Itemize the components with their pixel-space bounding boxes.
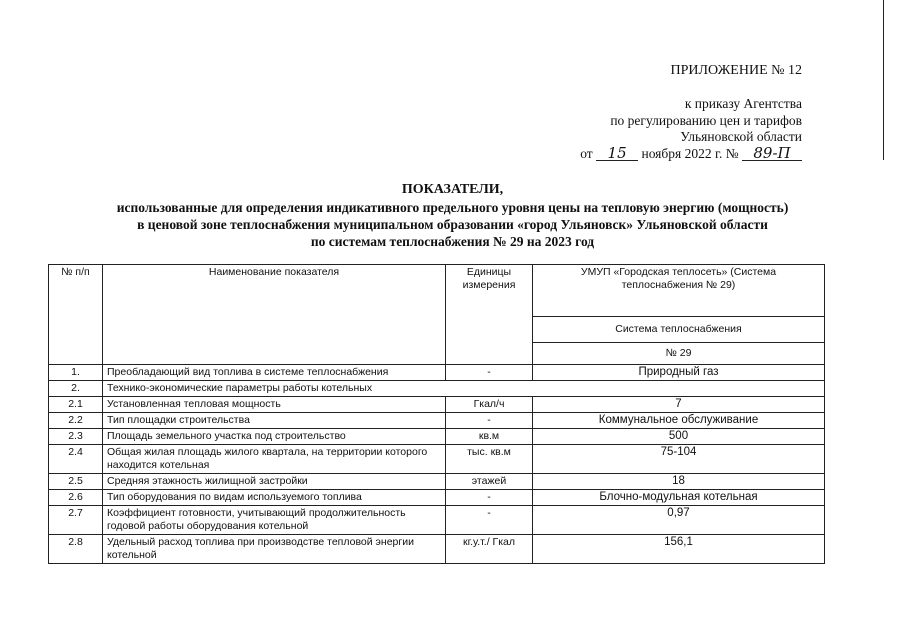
row-num: 2.3 [49,429,103,445]
row-name: Коэффициент готовности, учитывающий продолжительность годовой работы оборудования котельной [103,506,446,535]
row-unit: - [446,490,533,506]
row-num: 2.8 [49,535,103,564]
appendix-line-3: Ульяновской области [680,129,802,144]
row-unit: - [446,365,533,381]
header-num: № п/п [49,265,103,365]
handwritten-day: 15 [596,146,638,161]
row-num: 1. [49,365,103,381]
row-value: 18 [533,474,825,490]
table-row [49,535,825,564]
document-subtitle-1: использованные для определения индикативного предельного уровня цены на тепловую энергию (мощность) [116,200,789,215]
header-name: Наименование показателя [103,265,446,365]
row-unit: - [446,506,533,535]
indicators-table [48,264,825,564]
table-row [49,474,825,490]
table-row [49,506,825,535]
row-value: 7 [533,397,825,413]
row-num: 2.5 [49,474,103,490]
row-name: Тип оборудования по видам используемого топлива [103,490,446,506]
row-name: Удельный расход топлива при производстве тепловой энергии котельной [103,535,446,564]
document-title: ПОКАЗАТЕЛИ, [401,182,504,197]
table-header-row [49,265,825,317]
row-num: 2.6 [49,490,103,506]
row-num: 2. [49,381,103,397]
row-name: Тип площадки строительства [103,413,446,429]
table-row [49,381,825,397]
row-num: 2.7 [49,506,103,535]
page-edge-line [883,0,884,160]
appendix-line-1: к приказу Агентства [684,96,802,111]
header-unit: Единицы измерения [446,265,533,365]
row-name: Преобладающий вид топлива в системе теплоснабжения [103,365,446,381]
table-row [49,413,825,429]
header-system: Система теплоснабжения [533,317,825,343]
header-org: УМУП «Городская теплосеть» (Система теплоснабжения № 29) [533,265,825,317]
row-section-name: Технико-экономические параметры работы котельных [103,381,825,397]
table-row [49,397,825,413]
appendix-title: ПРИЛОЖЕНИЕ № 12 [670,63,802,78]
row-name: Общая жилая площадь жилого квартала, на территории которого находится котельная [103,445,446,474]
date-prefix: от [580,146,593,161]
row-name: Средняя этажность жилищной застройки [103,474,446,490]
row-num: 2.1 [49,397,103,413]
row-num: 2.2 [49,413,103,429]
table-row [49,365,825,381]
row-unit: - [446,413,533,429]
row-num: 2.4 [49,445,103,474]
table-row [49,445,825,474]
row-unit: тыс. кв.м [446,445,533,474]
handwritten-order-number: 89-П [742,146,802,161]
row-value: 0,97 [533,506,825,535]
row-value: 75-104 [533,445,825,474]
document-subtitle-2: в ценовой зоне теплоснабжения муниципальном образовании «город Ульяновск» Ульяновской области [137,217,768,232]
row-value: 156,1 [533,535,825,564]
row-value: Природный газ [533,365,825,381]
row-unit: этажей [446,474,533,490]
row-value: Блочно-модульная котельная [533,490,825,506]
row-unit: кв.м [446,429,533,445]
row-unit: Гкал/ч [446,397,533,413]
table-row [49,490,825,506]
row-unit: кг.у.т./ Гкал [446,535,533,564]
row-name: Установленная тепловая мощность [103,397,446,413]
document-subtitle-3: по системам теплоснабжения № 29 на 2023 год [310,234,595,249]
appendix-line-2: по регулированию цен и тарифов [610,113,802,128]
row-value: Коммунальное обслуживание [533,413,825,429]
row-value: 500 [533,429,825,445]
table-row [49,429,825,445]
header-system-no: № 29 [533,343,825,365]
date-rest: ноября 2022 г. № [641,146,739,161]
appendix-date-line [0,145,802,162]
row-name: Площадь земельного участка под строительство [103,429,446,445]
